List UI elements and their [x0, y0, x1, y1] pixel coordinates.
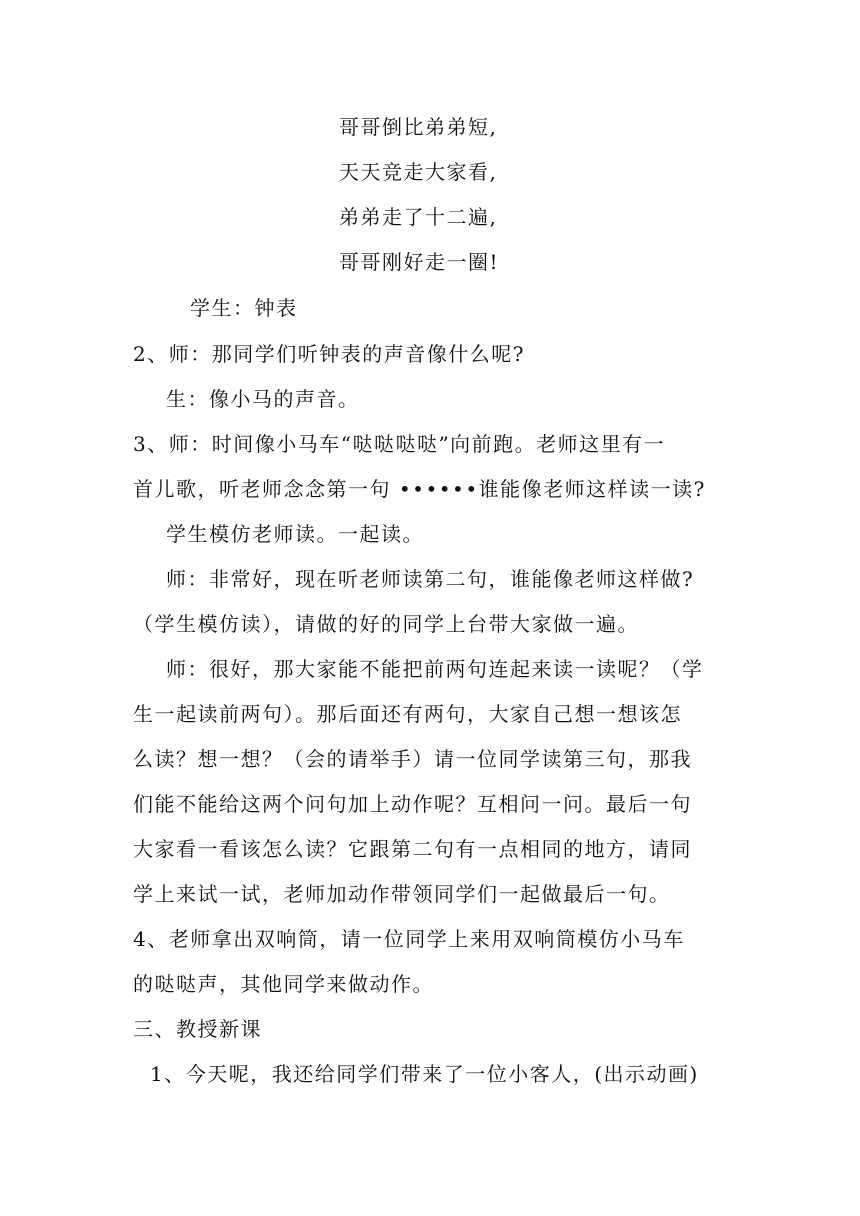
paragraph-line: 师：非常好，现在听老师读第二句，谁能像老师这样做?: [166, 567, 695, 591]
step-2-answer: 生：像小马的声音。: [166, 387, 360, 411]
paragraph-line: 学上来试一试，老师加动作带领同学们一起做最后一句。: [133, 882, 671, 906]
step-2-question: 2、师：那同学们听钟表的声音像什么呢?: [133, 342, 525, 366]
paragraph-line: 大家看一看该怎么读？它跟第二句有一点相同的地方，请同: [133, 837, 692, 861]
paragraph-line: 么读？想一想？（会的请举手）请一位同学读第三句，那我: [133, 747, 692, 771]
step-4-line-2: 的哒哒声，其他同学来做动作。: [133, 972, 434, 996]
paragraph-line: 师：很好，那大家能不能把前两句连起来读一读呢？（学: [166, 657, 704, 681]
paragraph-line: 学生模仿老师读。一起读。: [166, 522, 424, 546]
paragraph-line: 们能不能给这两个问句加上动作呢？互相问一问。最后一句: [133, 792, 692, 816]
section-heading: 三、教授新课: [133, 1017, 262, 1041]
step-3-line-2: 首儿歌，听老师念念第一句 ••••••谁能像老师这样读一读?: [133, 477, 706, 501]
poem-line-2: 天天竞走大家看,: [339, 160, 498, 184]
poem-line-4: 哥哥刚好走一圈!: [339, 250, 500, 274]
poem-line-1: 哥哥倒比弟弟短,: [339, 115, 498, 139]
paragraph-line: （学生模仿读），请做的好的同学上台带大家做一遍。: [133, 612, 639, 636]
step-3-line-1: 3、师：时间像小马车“哒哒哒哒”向前跑。老师这里有一: [133, 432, 666, 456]
answer-line: 学生：钟表: [190, 296, 298, 320]
paragraph-line: 生一起读前两句）。那后面还有两句，大家自己想一想该怎: [133, 702, 682, 726]
new-lesson-step-1: 1、今天呢，我还给同学们带来了一位小客人，(出示动画): [150, 1062, 699, 1086]
poem-line-3: 弟弟走了十二遍,: [339, 205, 498, 229]
step-4-line-1: 4、老师拿出双响筒，请一位同学上来用双响筒模仿小马车: [133, 927, 685, 951]
